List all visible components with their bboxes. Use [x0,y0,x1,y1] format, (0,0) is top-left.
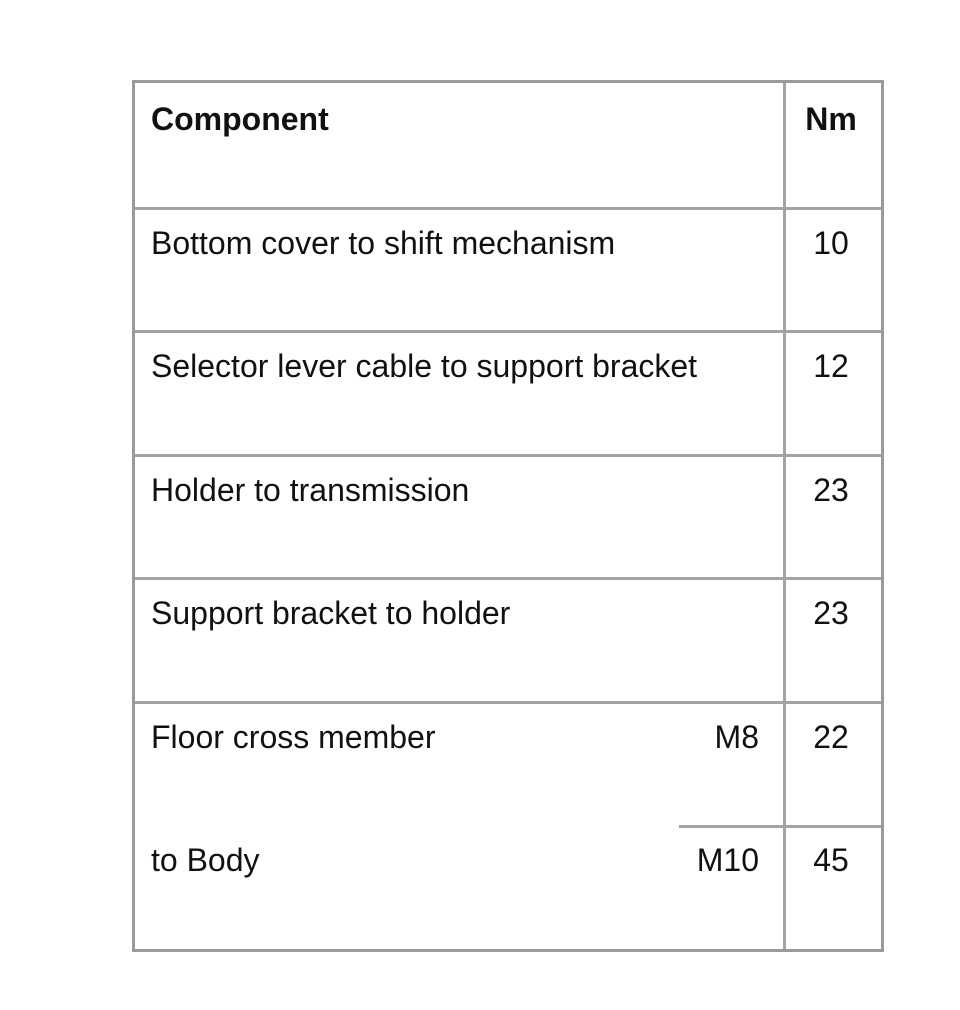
row-component: Selector lever cable to support bracket [151,348,698,384]
split-component-line2: to Body [151,842,260,878]
torque-table [132,80,884,952]
row-divider [135,701,881,704]
sub-row-divider [679,825,881,828]
header-component: Component [151,101,329,137]
split-value-m8: 22 [813,719,849,755]
row-divider [135,207,881,210]
split-size-m10: M10 [696,842,759,878]
row-value: 23 [813,472,849,508]
row-divider [135,454,881,457]
column-divider [783,83,786,949]
split-component-line1: Floor cross member [151,719,436,755]
header-nm: Nm [805,101,857,137]
row-divider [135,330,881,333]
split-size-m8: M8 [714,719,759,755]
row-value: 10 [813,225,849,261]
row-component: Bottom cover to shift mechanism [151,225,616,261]
row-component: Holder to transmission [151,472,470,508]
row-divider [135,577,881,580]
row-value: 12 [813,348,849,384]
row-value: 23 [813,595,849,631]
split-value-m10: 45 [813,842,849,878]
row-component: Support bracket to holder [151,595,511,631]
